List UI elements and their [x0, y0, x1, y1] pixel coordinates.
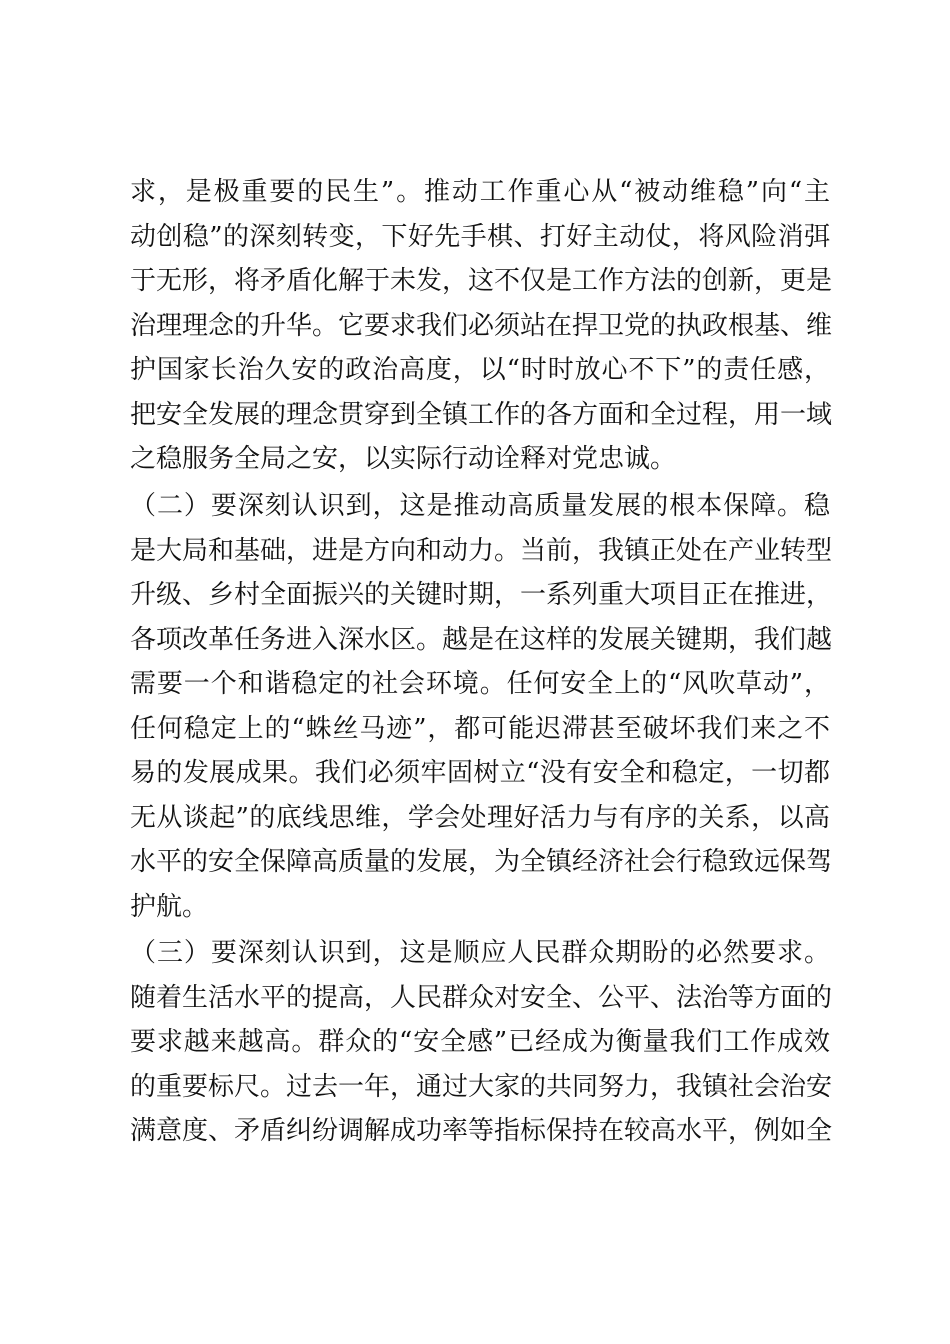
paragraph-line: 升级、乡村全面振兴的关键时期，一系列重大项目正在推进，: [130, 580, 833, 610]
paragraph-1: [130, 170, 833, 482]
paragraph-line: 把安全发展的理念贯穿到全镇工作的各方面和全过程，用一域: [130, 399, 833, 430]
paragraph-line: 于无形，将矛盾化解于未发，这不仅是工作方法的创新，更是: [130, 266, 833, 296]
paragraph-3: [130, 931, 833, 1154]
paragraph-line: 治理理念的升华。它要求我们必须站在捍卫党的执政根基、维: [130, 310, 833, 341]
paragraph-line: 动创稳”的深刻转变，下好先手棋、打好主动仗，将风险消弭: [130, 221, 830, 252]
paragraph-line: 满意度、矛盾纠纷调解成功率等指标保持在较高水平，例如全: [130, 1116, 833, 1146]
paragraph-line: 护航。: [130, 891, 209, 922]
paragraph-line: 是大局和基础，进是方向和动力。当前，我镇正处在产业转型: [130, 535, 833, 566]
paragraph-line: 需要一个和谐稳定的社会环境。任何安全上的“风吹草动”，: [130, 669, 830, 699]
paragraph-line: 护国家长治久安的政治高度，以“时时放心不下”的责任感，: [130, 355, 830, 385]
paragraph-line: 任何稳定上的“蛛丝马迹”，都可能迟滞甚至破坏我们来之不: [130, 713, 830, 744]
paragraph-line: 的重要标尺。过去一年，通过大家的共同努力，我镇社会治安: [130, 1071, 833, 1102]
paragraph-line: 求，是极重要的民生”。推动工作重心从“被动维稳”向“主: [130, 177, 830, 207]
paragraph-line: 要求越来越高。群众的“安全感”已经成为衡量我们工作成效: [130, 1027, 830, 1057]
paragraph-heading-line: （二）要深刻认识到，这是推动高质量发展的根本保障。稳: [130, 491, 830, 521]
paragraph-line: 水平的安全保障高质量的发展，为全镇经济社会行稳致远保驾: [130, 847, 833, 877]
paragraph-line: 之稳服务全局之安，以实际行动诠释对党忠诚。: [130, 444, 677, 474]
paragraph-line: 易的发展成果。我们必须牢固树立“没有安全和稳定，一切都: [130, 758, 830, 788]
paragraph-heading-line: （三）要深刻认识到，这是顺应人民群众期盼的必然要求。: [130, 938, 830, 968]
paragraph-2: [130, 484, 833, 929]
paragraph-line: 无从谈起”的底线思维，学会处理好活力与有序的关系，以高: [130, 802, 830, 833]
paragraph-line: 各项改革任务进入深水区。越是在这样的发展关键期，我们越: [130, 624, 833, 655]
paragraph-line: 随着生活水平的提高，人民群众对安全、公平、法治等方面的: [130, 982, 833, 1013]
